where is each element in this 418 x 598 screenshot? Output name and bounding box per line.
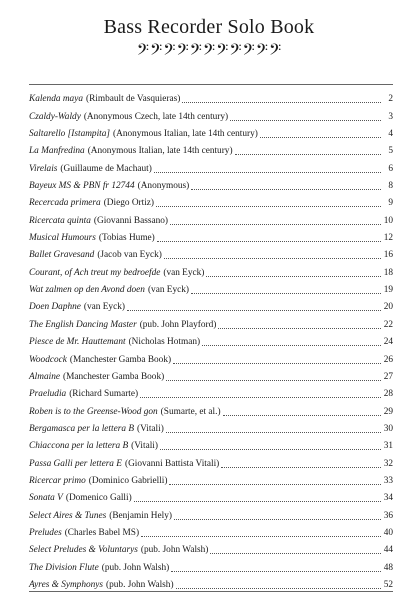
toc-entry[interactable] — [29, 418, 393, 435]
bass-clef-icon: 𝄢 — [242, 42, 255, 63]
entry-composer: (Richard Sumarte) — [69, 389, 139, 400]
entry-composer: (Sumarte, et al.) — [160, 406, 221, 417]
entry-title: Bayeux MS & PBN fr 12744 — [29, 181, 135, 192]
bass-clef-icon: 𝄢 — [255, 42, 268, 63]
dot-leader — [140, 396, 381, 398]
entry-page-number: 10 — [383, 215, 393, 226]
entry-composer: (Giovanni Bassano) — [93, 215, 168, 226]
entry-composer: (Anonymous Czech, late 14th century) — [83, 111, 229, 122]
toc-entry[interactable] — [29, 279, 393, 296]
toc-entry[interactable] — [29, 539, 393, 556]
toc-entry[interactable] — [29, 504, 393, 521]
entry-page-number: 30 — [383, 423, 393, 434]
toc-entry[interactable] — [29, 209, 393, 226]
entry-composer: (pub. John Walsh) — [106, 579, 174, 590]
entry-title: Roben is to the Greense-Wood gon — [29, 406, 158, 417]
entry-page-number: 2 — [388, 94, 393, 105]
entry-title: Ballet Gravesand — [29, 250, 95, 261]
dot-leader — [154, 171, 381, 173]
entry-page-number: 19 — [383, 285, 393, 296]
dot-leader — [169, 483, 381, 485]
dot-leader — [260, 136, 381, 138]
entry-title: Sonata V — [29, 493, 63, 504]
entry-page-number: 34 — [383, 493, 393, 504]
entry-composer: (Tobias Hume) — [98, 233, 155, 244]
entry-title: Woodcock — [29, 354, 67, 365]
dot-leader — [160, 448, 381, 450]
entry-title: Wat zalmen op den Avond doen — [29, 285, 145, 296]
entry-page-number: 12 — [383, 233, 393, 244]
dot-leader — [206, 275, 381, 277]
entry-title: Musical Humours — [29, 233, 96, 244]
entry-page-number: 4 — [388, 129, 393, 140]
dot-leader — [156, 205, 381, 207]
entry-title: Courant, of Ach treut my bedroefde — [29, 267, 161, 278]
dot-leader — [223, 414, 381, 416]
toc-entry[interactable] — [29, 227, 393, 244]
dot-leader — [191, 188, 381, 190]
dot-leader — [230, 119, 381, 121]
entry-composer: (van Eyck) — [163, 267, 205, 278]
entry-page-number: 48 — [383, 562, 393, 573]
toc-entry[interactable] — [29, 452, 393, 469]
entry-title: Praeludia — [29, 389, 67, 400]
entry-composer: (van Eyck) — [147, 285, 189, 296]
dot-leader — [221, 466, 381, 468]
bass-clef-icon: 𝄢 — [216, 42, 229, 63]
entry-composer: (pub. John Playford) — [139, 319, 217, 330]
entry-page-number: 9 — [388, 198, 393, 209]
toc-entry[interactable] — [29, 140, 393, 157]
entry-composer: (Charles Babel MS) — [64, 527, 140, 538]
toc-entry[interactable] — [29, 261, 393, 278]
entry-composer: (van Eyck) — [83, 302, 125, 313]
bass-clef-icon: 𝄢 — [150, 42, 163, 63]
entry-composer: (Anonymous) — [137, 181, 190, 192]
entry-composer: (Vitali) — [131, 441, 158, 452]
dot-leader — [173, 362, 381, 364]
entry-page-number: 8 — [388, 181, 393, 192]
dot-leader — [170, 223, 381, 225]
bass-clef-icon: 𝄢 — [136, 42, 150, 63]
table-of-contents — [29, 84, 393, 592]
entry-composer: (Manchester Gamba Book) — [62, 371, 165, 382]
dot-leader — [164, 257, 381, 259]
entry-composer: (Nicholas Hotman) — [128, 337, 201, 348]
entry-title: Doen Daphne — [29, 302, 81, 313]
toc-entry[interactable] — [29, 556, 393, 573]
entry-page-number: 6 — [388, 163, 393, 174]
entry-page-number: 33 — [383, 475, 393, 486]
entry-composer: (Vitali) — [137, 423, 164, 434]
dot-leader — [202, 344, 381, 346]
dot-leader — [218, 327, 381, 329]
entry-title: Kalenda maya — [29, 94, 83, 105]
entry-page-number: 29 — [383, 406, 393, 417]
toc-entry[interactable] — [29, 175, 393, 192]
entry-page-number: 40 — [383, 527, 393, 538]
book-title: Bass Recorder Solo Book — [103, 16, 315, 38]
toc-entry[interactable] — [29, 313, 393, 330]
dot-leader — [141, 535, 381, 537]
entry-title: Piesce de Mr. Hauttemant — [29, 337, 126, 348]
toc-entry[interactable] — [29, 435, 393, 452]
entry-page-number: 31 — [383, 441, 393, 452]
entry-title: Czaldy-Waldy — [29, 111, 81, 122]
bass-clef-icon: 𝄢 — [176, 42, 189, 63]
dot-leader — [191, 292, 381, 294]
entry-page-number: 18 — [383, 267, 393, 278]
entry-title: Select Preludes & Voluntarys — [29, 545, 138, 556]
dot-leader — [182, 101, 381, 103]
dot-leader — [176, 587, 381, 589]
dot-leader — [157, 240, 381, 242]
toc-entry[interactable] — [29, 383, 393, 400]
entry-page-number: 36 — [383, 510, 393, 521]
entry-title: Saltarello [Istampita] — [29, 129, 111, 140]
entry-composer: (Manchester Gamba Book) — [69, 354, 172, 365]
entry-title: Select Aires & Tunes — [29, 510, 107, 521]
entry-title: Virelais — [29, 163, 58, 174]
toc-entry[interactable] — [29, 296, 393, 313]
entry-title: The English Dancing Master — [29, 319, 137, 330]
entry-composer: (pub. John Walsh) — [140, 545, 209, 556]
entry-composer: (Anonymous Italian, late 14th century) — [113, 129, 258, 140]
entry-page-number: 22 — [383, 319, 393, 330]
bass-clef-icon: 𝄢 — [189, 42, 202, 63]
toc-entry[interactable] — [29, 331, 393, 348]
entry-title: Ricercata quinta — [29, 215, 91, 226]
toc-entry[interactable] — [29, 470, 393, 487]
toc-entry[interactable] — [29, 348, 393, 365]
dot-leader — [174, 518, 381, 520]
entry-title: Ricercar primo — [29, 475, 86, 486]
entry-page-number: 28 — [383, 389, 393, 400]
entry-composer: (Dominico Gabrielli) — [88, 475, 168, 486]
entry-composer: (Diego Ortiz) — [103, 198, 155, 209]
toc-entry[interactable] — [29, 574, 393, 591]
entry-page-number: 26 — [383, 354, 393, 365]
dot-leader — [171, 570, 381, 572]
bass-clef-icon: 𝄢 — [229, 42, 242, 63]
entry-title: La Manfredina — [29, 146, 85, 157]
toc-entry[interactable] — [29, 366, 393, 383]
dot-leader — [235, 153, 381, 155]
bass-clef-icon: 𝄢 — [163, 42, 176, 63]
entry-page-number: 52 — [383, 579, 393, 590]
entry-composer: (Benjamin Hely) — [109, 510, 172, 521]
entry-title: Bergamasca per la lettera B — [29, 423, 134, 434]
dot-leader — [210, 552, 381, 554]
entry-page-number: 24 — [383, 337, 393, 348]
bass-clef-ornament — [0, 43, 418, 63]
entry-title: Preludes — [29, 527, 62, 538]
bass-clef-icon: 𝄢 — [268, 42, 282, 63]
entry-title: The Division Flute — [29, 562, 99, 573]
entry-page-number: 20 — [383, 302, 393, 313]
entry-title: Ayres & Symphonys — [29, 579, 104, 590]
entry-title: Passa Galli per lettera E — [29, 458, 122, 469]
toc-entry[interactable] — [29, 123, 393, 140]
entry-page-number: 3 — [388, 111, 393, 122]
entry-composer: (Jacob van Eyck) — [97, 250, 162, 261]
entry-title: Chiaccona per la lettera B — [29, 441, 129, 452]
entry-composer: (Rimbault de Vasquieras) — [85, 94, 181, 105]
entry-page-number: 44 — [383, 545, 393, 556]
toc-entry[interactable] — [29, 157, 393, 174]
dot-leader — [166, 379, 381, 381]
entry-page-number: 16 — [383, 250, 393, 261]
dot-leader — [166, 431, 381, 433]
toc-entry[interactable] — [29, 522, 393, 539]
toc-entry[interactable] — [29, 192, 393, 209]
entry-composer: (Anonymous Italian, late 14th century) — [87, 146, 233, 157]
bass-clef-icon: 𝄢 — [202, 42, 216, 63]
toc-entry[interactable] — [29, 487, 393, 504]
toc-entry[interactable] — [29, 244, 393, 261]
entry-title: Recercada primera — [29, 198, 101, 209]
entry-composer: (pub. John Walsh) — [101, 562, 170, 573]
dot-leader — [127, 309, 381, 311]
entry-page-number: 5 — [388, 146, 393, 157]
dot-leader — [134, 500, 381, 502]
entry-page-number: 32 — [383, 458, 393, 469]
toc-entry[interactable] — [29, 88, 393, 105]
entry-composer: (Giovanni Battista Vitali) — [124, 458, 220, 469]
entry-title: Almaine — [29, 371, 60, 382]
entry-page-number: 27 — [383, 371, 393, 382]
entry-composer: (Guillaume de Machaut) — [60, 163, 152, 174]
toc-entry[interactable] — [29, 105, 393, 122]
toc-entry[interactable] — [29, 400, 393, 417]
entry-composer: (Domenico Galli) — [65, 493, 132, 504]
